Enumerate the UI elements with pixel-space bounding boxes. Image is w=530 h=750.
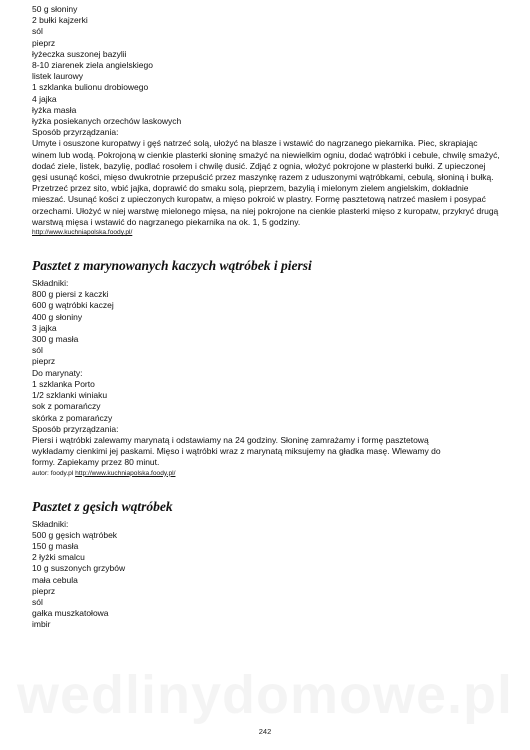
- ingredient-line: sól: [32, 26, 43, 37]
- ingredient-line: sok z pomarańczy: [32, 401, 101, 412]
- source-link[interactable]: http://www.kuchniapolska.foody.pl/: [32, 229, 133, 237]
- page-number: 242: [258, 727, 272, 736]
- ingredient-line: 2 łyżki smalcu: [32, 552, 85, 563]
- ingredient-line: listek laurowy: [32, 71, 84, 82]
- ingredient-line: pieprz: [32, 356, 56, 367]
- recipe-title: Pasztet z marynowanych kaczych wątróbek i piersi: [32, 258, 312, 274]
- ingredients-heading: Składniki:: [32, 278, 69, 289]
- author-line: [32, 469, 502, 479]
- ingredient-line: 4 jajka: [32, 93, 57, 104]
- ingredient-line: 10 g suszonych grzybów: [32, 563, 126, 574]
- method-heading: Sposób przyrządzania:: [32, 127, 119, 138]
- ingredient-line: 300 g masła: [32, 334, 79, 345]
- ingredient-line: skórka z pomarańczy: [32, 412, 113, 423]
- ingredient-line: 1 szklanka bulionu drobiowego: [32, 82, 149, 93]
- ingredient-line: łyżeczka suszonej bazylii: [32, 48, 127, 59]
- ingredient-line: 800 g piersi z kaczki: [32, 289, 109, 300]
- author-label: autor: foody.pl: [32, 469, 74, 477]
- ingredient-line: 400 g słoniny: [32, 311, 83, 322]
- ingredient-line: gałka muszkatołowa: [32, 608, 109, 619]
- ingredient-line: 500 g gęsich wątróbek: [32, 529, 118, 540]
- ingredient-line: 2 bułki kajzerki: [32, 15, 88, 26]
- ingredient-list-continued: [32, 4, 502, 238]
- marinade-heading: Do marynaty:: [32, 367, 83, 378]
- method-paragraph: Umyte i osuszone kuropatwy i gęś natrzeć solą, ułożyć na blasze i wstawić do nagrzanego piekarnika. Piec, skrapiając winem lub wodą. Pokrojoną w cienkie plasterki słoninę smażyć na niewielkim ogniu, dodać wątróbki i cebule, chwilę smażyć, dodać ziele, listek, bazylię, podlać rosołem i chwilę dusić. Zdjąć z ognia, włożyć pokrojone w plasterki bułki. Z upieczonej gęsi usunąć kości, mięso dwukrotnie przepuścić przez maszynkę razem z uduszonymi wątróbkami, cebulą, słoniną i bułką. Przetrzeć przez sito, wbić jajka, doprawić do smaku solą, pieprzem, bazylią i mielonym zielem angielskim, dokładnie mieszać. Usunąć kości z upieczonych kuropatw, a mięso pokroić w plastry. Formę pasztetową natrzeć masłem i posypać orzechami. Ułożyć w niej warstwę mielonego mięsa, na niej pokrojone na cienkie plasterki mięso z kuropatw, przykryć drugą warstwą mięsa i wstawić do nagrzanego piekarnika na ok. 1, 5 godziny.: [32, 138, 500, 227]
- ingredient-line: łyżka posiekanych orzechów laskowych: [32, 116, 182, 127]
- ingredient-line: 8-10 ziarenek ziela angielskiego: [32, 60, 153, 71]
- ingredient-line: pieprz: [32, 585, 56, 596]
- ingredient-line: 600 g wątróbki kaczej: [32, 300, 114, 311]
- ingredient-line: mała cebula: [32, 574, 78, 585]
- ingredient-line: imbir: [32, 619, 51, 630]
- source-link[interactable]: http://www.kuchniapolska.foody.pl/: [75, 469, 176, 477]
- ingredient-line: sól: [32, 345, 43, 356]
- recipe-section: [32, 258, 502, 478]
- ingredient-line: 150 g masła: [32, 540, 79, 551]
- ingredient-line: łyżka masła: [32, 104, 77, 115]
- document-page: [32, 4, 502, 631]
- ingredient-line: 1/2 szklanki winiaku: [32, 390, 108, 401]
- ingredient-line: 3 jajka: [32, 322, 57, 333]
- watermark: [0, 664, 530, 726]
- method-heading: Sposób przyrządzania:: [32, 423, 119, 434]
- method-paragraph: Piersi i wątróbki zalewamy marynatą i odstawiamy na 24 godziny. Słoninę zamrażamy i formę pasztetową wykładamy cienkimi jej paskami. Mięso i wątróbki wraz z marynatą miksujemy na gładka masę. Wlewamy do formy. Zapiekamy przez 80 minut.: [32, 434, 441, 468]
- recipe-section: [32, 499, 502, 631]
- ingredients-heading: Składniki:: [32, 518, 69, 529]
- ingredient-line: pieprz: [32, 37, 56, 48]
- ingredient-line: 50 g słoniny: [32, 4, 78, 14]
- ingredient-line: 1 szklanka Porto: [32, 378, 95, 389]
- ingredient-line: sól: [32, 596, 43, 607]
- recipe-title: Pasztet z gęsich wątróbek: [32, 498, 173, 514]
